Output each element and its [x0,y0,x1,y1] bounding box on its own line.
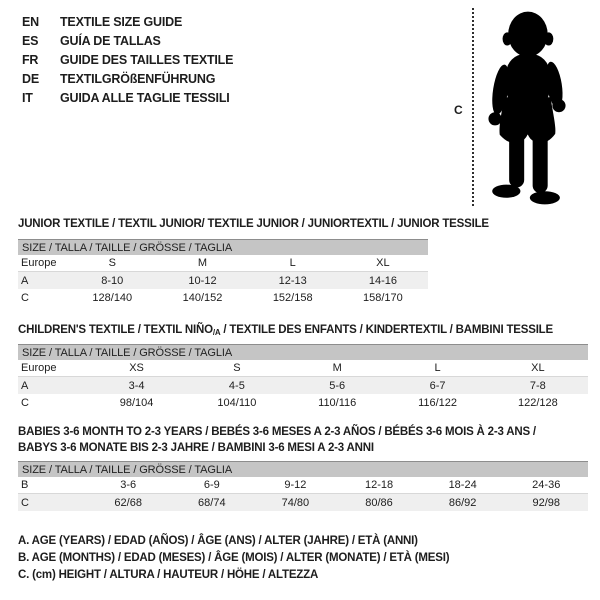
section-title-babies [18,424,536,456]
table-row-europe [18,360,588,377]
months-cell: 18-24 [448,479,477,491]
age-cell: 12-13 [278,274,307,287]
babies-size-table [18,461,588,511]
lang-row-de [22,69,233,88]
row-label: C [21,291,29,304]
height-cell: 74/80 [281,496,310,509]
size-cell: L [289,257,296,269]
height-measure-dotted-line [472,8,474,206]
title-line-1: BABIES 3-6 MONTH TO 2-3 YEARS / BEBÉS 3-6 MESES A 2-3 AÑOS / BÉBÉS 3-6 MOIS À 2-3 ANS / [18,426,536,438]
height-cell: 158/170 [363,291,403,304]
height-cell: 86/92 [448,496,477,509]
months-cell: 3-6 [120,479,137,491]
height-cell: 104/110 [217,396,257,409]
size-header-bar: SIZE / TALLA / TAILLE / GRÖSSE / TAGLIA [18,239,428,255]
table-row-age [18,272,428,289]
row-label: Europe [21,362,57,374]
table-row-months [18,477,588,494]
size-cell: L [434,362,441,374]
size-cell: S [233,362,241,374]
height-cell: 122/128 [517,396,558,409]
size-header-bar: SIZE / TALLA / TAILLE / GRÖSSE / TAGLIA [18,344,588,360]
months-cell: 9-12 [284,479,307,491]
row-label: C [21,396,29,409]
row-label: C [21,496,29,509]
age-cell: 8-10 [101,274,124,287]
size-cell: XS [129,362,144,374]
height-cell: 152/158 [272,291,313,304]
junior-size-table [18,239,428,306]
table-row-height [18,394,588,411]
row-label: Europe [21,257,57,269]
height-cell: 140/152 [182,291,223,304]
height-cell: 98/104 [119,396,154,409]
size-cell: S [108,257,116,269]
age-cell: 3-4 [128,379,145,392]
lang-code: ES [22,33,39,48]
height-cell: 128/140 [92,291,133,304]
size-cell: M [197,257,208,269]
row-label: A [21,379,29,392]
title-part: CHILDREN'S TEXTILE / TEXTIL NIÑO [18,324,213,336]
lang-title: TEXTILGRÖßENFÜHRUNG [60,71,216,86]
title-part: / TEXTILE DES ENFANTS / KINDERTEXTIL / BAMBINI TESSILE [220,324,553,336]
lang-title: GUÍA DE TALLAS [60,33,161,48]
lang-code: FR [22,52,39,67]
size-header-bar: SIZE / TALLA / TAILLE / GRÖSSE / TAGLIA [18,461,588,477]
table-row-height [18,494,588,511]
language-list [22,12,233,107]
section-title-children [18,322,553,341]
title-line-2: BABYS 3-6 MONATE BIS 2-3 JAHRE / BAMBINI 3-6 MESI A 2-3 ANNI [18,442,374,454]
table-row-age [18,377,588,394]
height-cell: 110/116 [318,396,357,409]
height-measure-label: C [454,103,463,117]
legend-notes [18,533,449,584]
lang-code: EN [22,14,39,29]
size-cell: M [332,362,342,374]
height-cell: 68/74 [198,496,226,509]
lang-code: DE [22,71,39,86]
months-cell: 24-36 [532,479,561,491]
row-label: B [21,479,29,491]
height-cell: 92/98 [532,496,560,509]
age-cell: 7-8 [529,379,546,392]
note-age-months: B. AGE (MONTHS) / EDAD (MESES) / ÂGE (MOIS) / ALTER (MONATE) / ETÀ (MESI) [18,552,450,564]
lang-row-es [22,31,233,50]
months-cell: 12-18 [364,479,394,491]
size-cell: XL [531,362,545,374]
age-cell: 4-5 [228,379,245,392]
table-row-europe [18,255,428,272]
height-cell: 62/68 [114,496,142,509]
age-cell: 5-6 [329,379,346,392]
months-cell: 6-9 [203,479,220,491]
height-cell: 80/86 [365,496,393,509]
table-row-height [18,289,428,306]
lang-title: GUIDE DES TAILLES TEXTILE [60,52,234,67]
age-cell: 6-7 [429,379,446,392]
row-label: A [21,274,29,287]
height-cell: 116/122 [418,396,458,409]
note-height-cm: C. (cm) HEIGHT / ALTURA / HAUTEUR / HÖHE / ALTEZZA [18,569,319,581]
age-cell: 10-12 [188,274,217,287]
note-age-years: A. AGE (YEARS) / EDAD (AÑOS) / ÂGE (ANS) / ALTER (JAHRE) / ETÀ (ANNI) [18,535,418,547]
lang-row-en [22,12,233,31]
lang-row-fr [22,50,233,69]
title-subscript: /A [212,328,221,337]
toddler-silhouette-image [480,6,574,210]
age-cell: 14-16 [368,274,397,287]
lang-title: GUIDA ALLE TAGLIE TESSILI [60,90,230,105]
lang-title: TEXTILE SIZE GUIDE [60,14,183,29]
lang-row-it [22,88,233,107]
section-title-junior: JUNIOR TEXTILE / TEXTIL JUNIOR/ TEXTILE JUNIOR / JUNIORTEXTIL / JUNIOR TESSILE [18,218,489,230]
lang-code: IT [22,90,33,105]
size-cell: XL [376,257,390,269]
children-size-table [18,344,588,411]
